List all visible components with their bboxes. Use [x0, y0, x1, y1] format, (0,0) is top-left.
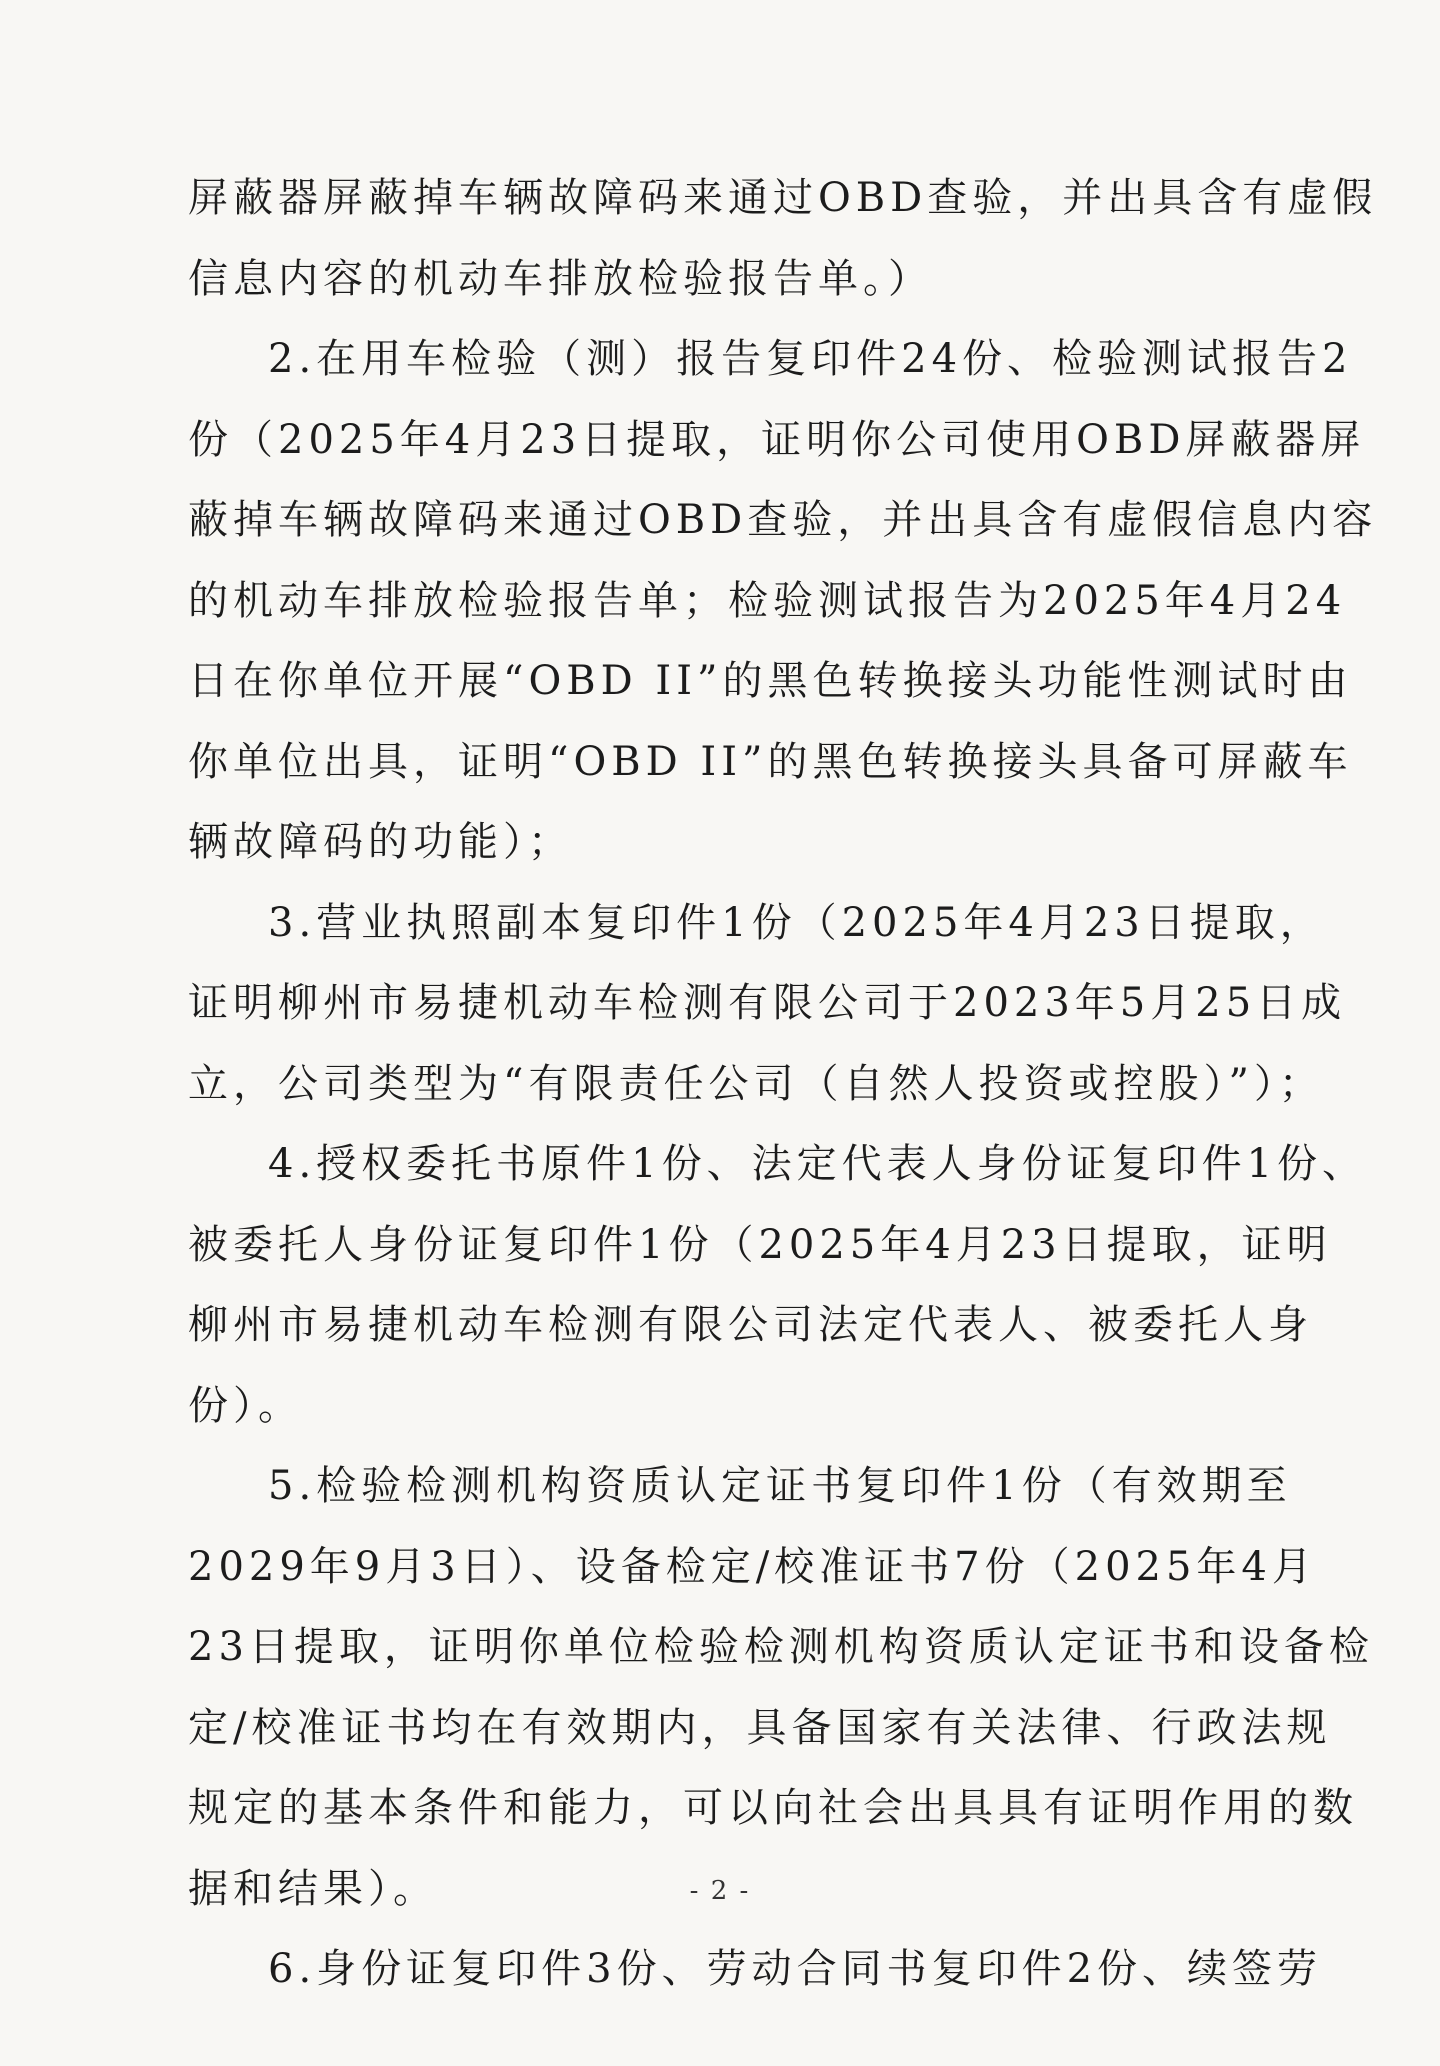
- text-line: 3.营业执照副本复印件1份（2025年4月23日提取，: [268, 899, 1325, 946]
- text-line: 日在你单位开展“OBD II”的黑色转换接头功能性测试时由: [188, 658, 1353, 704]
- text-line: 立，公司类型为“有限责任公司（自然人投资或控股）”）；: [188, 1060, 1324, 1107]
- text-line: 2.在用车检验（测）报告复印件24份、检验测试报告2: [268, 336, 1353, 382]
- text-line: 6.身份证复印件3份、劳动合同书复印件2份、续签劳: [268, 1946, 1323, 1992]
- text-line: 你单位出具，证明“OBD II”的黑色转换接头具备可屏蔽车: [188, 738, 1353, 785]
- text-line: 被委托人身份证复印件1份（2025年4月23日提取，证明: [188, 1221, 1332, 1268]
- text-line: 2029年9月3日）、设备检定/校准证书7份（2025年4月: [188, 1543, 1317, 1590]
- text-line: 辆故障码的功能）；: [188, 819, 573, 865]
- text-line: 证明柳州市易捷机动车检测有限公司于2023年5月25日成: [188, 980, 1347, 1026]
- text-line: 据和结果）。: [188, 1865, 438, 1912]
- text-line: 4.授权委托书原件1份、法定代表人身份证复印件1份、: [268, 1141, 1368, 1187]
- text-line: 5.检验检测机构资质认定证书复印件1份（有效期至: [268, 1463, 1292, 1509]
- text-line: 份（2025年4月23日提取，证明你公司使用OBD屏蔽器屏: [188, 416, 1366, 463]
- text-line: 的机动车排放检验报告单；检验测试报告为2025年4月24: [188, 577, 1347, 624]
- text-line: 屏蔽器屏蔽掉车辆故障码来通过OBD查验，并出具含有虚假: [188, 175, 1378, 221]
- text-line: 份）。: [188, 1382, 303, 1429]
- body-text: [188, 158, 1378, 2010]
- page-number: - 2 -: [689, 1876, 751, 1906]
- text-line: 规定的基本条件和能力，可以向社会出具具有证明作用的数: [188, 1785, 1358, 1831]
- text-line: 23日提取，证明你单位检验检测机构资质认定证书和设备检: [188, 1624, 1374, 1670]
- text-line: 定/校准证书均在有效期内，具备国家有关法律、行政法规: [188, 1704, 1332, 1751]
- text-line: 信息内容的机动车排放检验报告单。）: [188, 255, 933, 302]
- text-line: 蔽掉车辆故障码来通过OBD查验，并出具含有虚假信息内容: [188, 497, 1378, 543]
- text-line: 柳州市易捷机动车检测有限公司法定代表人、被委托人身: [188, 1302, 1313, 1348]
